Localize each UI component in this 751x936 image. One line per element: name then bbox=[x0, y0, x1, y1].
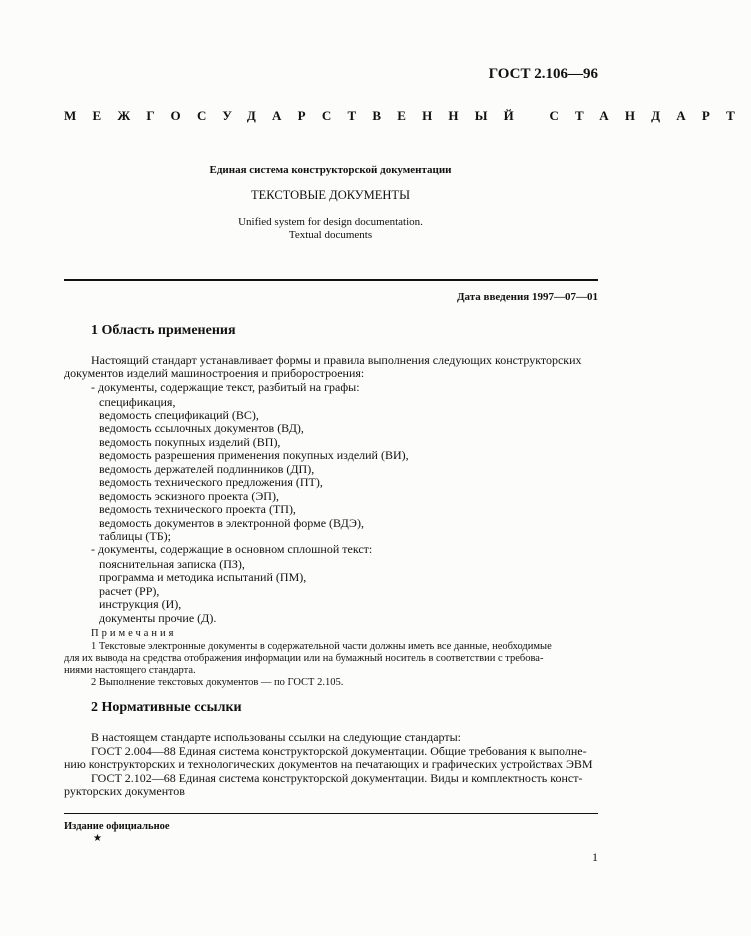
note1-line2: для их вывода на средства отображения информации или на бумажный носитель в соответствии с требова- bbox=[64, 653, 544, 664]
list-item: ведомость ссылочных документов (ВД), bbox=[99, 421, 304, 435]
reference-gost-2004-line1: ГОСТ 2.004—88 Единая система конструкторской документации. Общие требования к выполне- bbox=[91, 744, 587, 758]
list-item: программа и методика испытаний (ПМ), bbox=[99, 570, 307, 584]
reference-gost-2102-line2: рукторских документов bbox=[64, 784, 185, 798]
document-title: ТЕКСТОВЫЕ ДОКУМЕНТЫ bbox=[251, 188, 410, 202]
intro-date: Дата введения 1997—07—01 bbox=[456, 291, 598, 303]
list-item: ведомость покупных изделий (ВП), bbox=[99, 435, 281, 449]
footer-divider bbox=[64, 813, 598, 814]
edition-label: Издание официальное bbox=[64, 821, 170, 832]
section2-heading: 2 Нормативные ссылки bbox=[91, 700, 242, 715]
list-item: документы прочие (Д). bbox=[99, 611, 217, 625]
list-item: ведомость технического предложения (ПТ), bbox=[99, 475, 323, 489]
page-number: 1 bbox=[592, 850, 598, 864]
standard-category: МЕЖГОСУДАРСТВЕННЫЙ СТАНДАРТ bbox=[64, 108, 751, 123]
reference-gost-2004-line2: нию конструкторских и технологических документов на печатающих и графических устройствах ЭВМ bbox=[64, 757, 593, 771]
list-item: инструкция (И), bbox=[99, 597, 182, 611]
section2-intro: В настоящем стандарте использованы ссылки на следующие стандарты: bbox=[91, 730, 462, 744]
list-item: ведомость разрешения применения покупных изделий (ВИ), bbox=[99, 448, 409, 462]
group1-label: - документы, содержащие текст, разбитый на графы: bbox=[91, 380, 360, 394]
list-item: ведомость эскизного проекта (ЭП), bbox=[99, 489, 279, 503]
list-item: пояснительная записка (ПЗ), bbox=[99, 557, 245, 571]
english-title-line2: Textual documents bbox=[288, 229, 373, 241]
list-item: спецификация, bbox=[99, 395, 176, 409]
document-code: ГОСТ 2.106—96 bbox=[488, 66, 598, 82]
section1-heading: 1 Область применения bbox=[91, 323, 236, 338]
reference-gost-2102-line1: ГОСТ 2.102—68 Единая система конструкторской документации. Виды и комплектность конст- bbox=[91, 771, 583, 785]
list-item: ведомость спецификаций (ВС), bbox=[99, 408, 259, 422]
section1-para-line1: Настоящий стандарт устанавливает формы и правила выполнения следующих конструкторских bbox=[91, 353, 582, 367]
list-item: ведомость документов в электронной форме (ВДЭ), bbox=[99, 516, 364, 530]
note2: 2 Выполнение текстовых документов — по ГОСТ 2.105. bbox=[91, 677, 344, 688]
star-mark: ★ bbox=[93, 833, 102, 844]
system-name: Единая система конструкторской документации bbox=[209, 164, 452, 176]
english-title-line1: Unified system for design documentation. bbox=[238, 216, 423, 228]
list-item: таблицы (ТБ); bbox=[99, 529, 171, 543]
note1-line3: ниями настоящего стандарта. bbox=[64, 665, 196, 676]
list-item: расчет (РР), bbox=[99, 584, 160, 598]
section1-para-line2: документов изделий машиностроения и приборостроения: bbox=[64, 366, 365, 380]
list-item: ведомость держателей подлинников (ДП), bbox=[99, 462, 315, 476]
title-divider bbox=[64, 279, 598, 281]
note1-line1: 1 Текстовые электронные документы в содержательной части должны иметь все данные, необходимые bbox=[91, 641, 552, 652]
group2-label: - документы, содержащие в основном сплошной текст: bbox=[91, 542, 373, 556]
notes-label: Примечания bbox=[91, 628, 177, 639]
list-item: ведомость технического проекта (ТП), bbox=[99, 502, 296, 516]
